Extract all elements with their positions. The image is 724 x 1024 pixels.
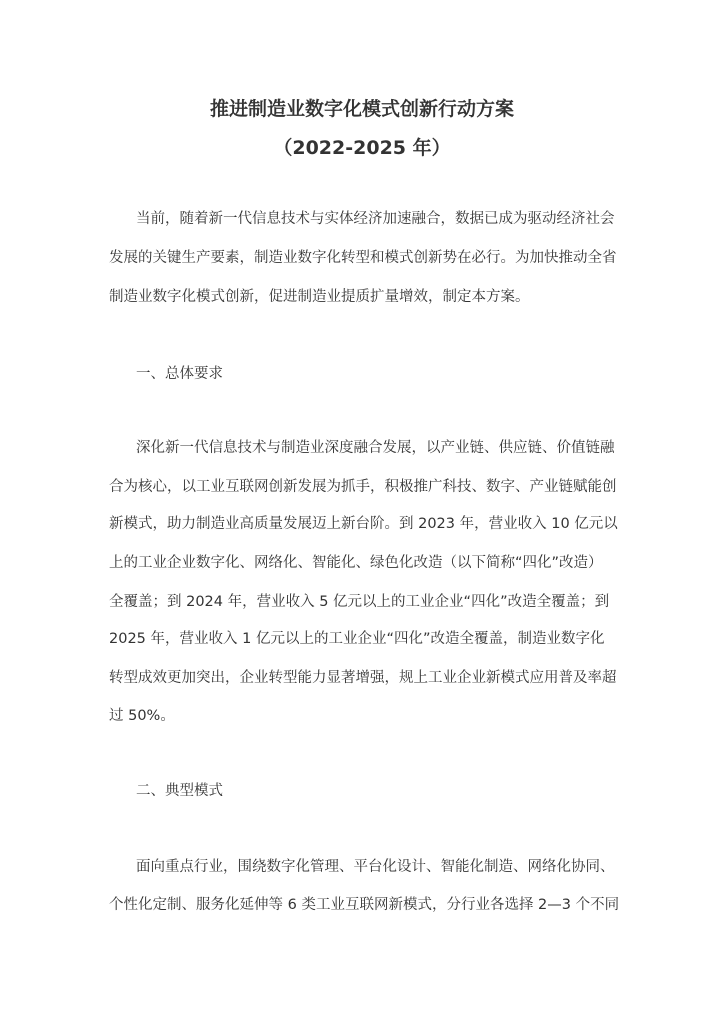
requirements-line-3: 新模式，助力制造业高质量发展迈上新台阶。到 2023 年，营业收入 10 亿元以	[109, 516, 618, 532]
modes-line-2: 个性化定制、服务化延伸等 6 类工业互联网新模式，分行业各选择 2—3 个不同	[109, 897, 620, 913]
document-subtitle: （2022-2025 年）	[273, 137, 451, 159]
requirements-line-2: 合为核心，以工业互联网创新发展为抓手，积极推广科技、数字、产业链赋能创	[109, 479, 617, 495]
requirements-line-1: 深化新一代信息技术与制造业深度融合发展，以产业链、供应链、价值链融	[136, 440, 615, 456]
section-heading-general-requirements: 一、总体要求	[136, 366, 223, 382]
intro-line-2: 发展的关键生产要素，制造业数字化转型和模式创新势在必行。为加快推动全省	[109, 250, 617, 266]
requirements-line-8: 过 50%。	[109, 708, 175, 724]
section-heading-typical-modes: 二、典型模式	[136, 783, 223, 799]
intro-line-3: 制造业数字化模式创新，促进制造业提质扩量增效，制定本方案。	[109, 289, 530, 305]
requirements-line-6: 2025 年，营业收入 1 亿元以上的工业企业“四化”改造全覆盖，制造业数字化	[109, 631, 605, 647]
document-title: 推进制造业数字化模式创新行动方案	[209, 98, 514, 120]
intro-line-1: 当前，随着新一代信息技术与实体经济加速融合，数据已成为驱动经济社会	[136, 211, 615, 227]
modes-line-1: 面向重点行业，围绕数字化管理、平台化设计、智能化制造、网络化协同、	[136, 859, 615, 875]
requirements-line-7: 转型成效更加突出，企业转型能力显著增强，规上工业企业新模式应用普及率超	[109, 670, 617, 686]
requirements-line-5: 全覆盖；到 2024 年，营业收入 5 亿元以上的工业企业“四化”改造全覆盖；到	[109, 594, 610, 610]
requirements-line-4: 上的工业企业数字化、网络化、智能化、绿色化改造（以下简称“四化”改造）	[109, 555, 603, 571]
